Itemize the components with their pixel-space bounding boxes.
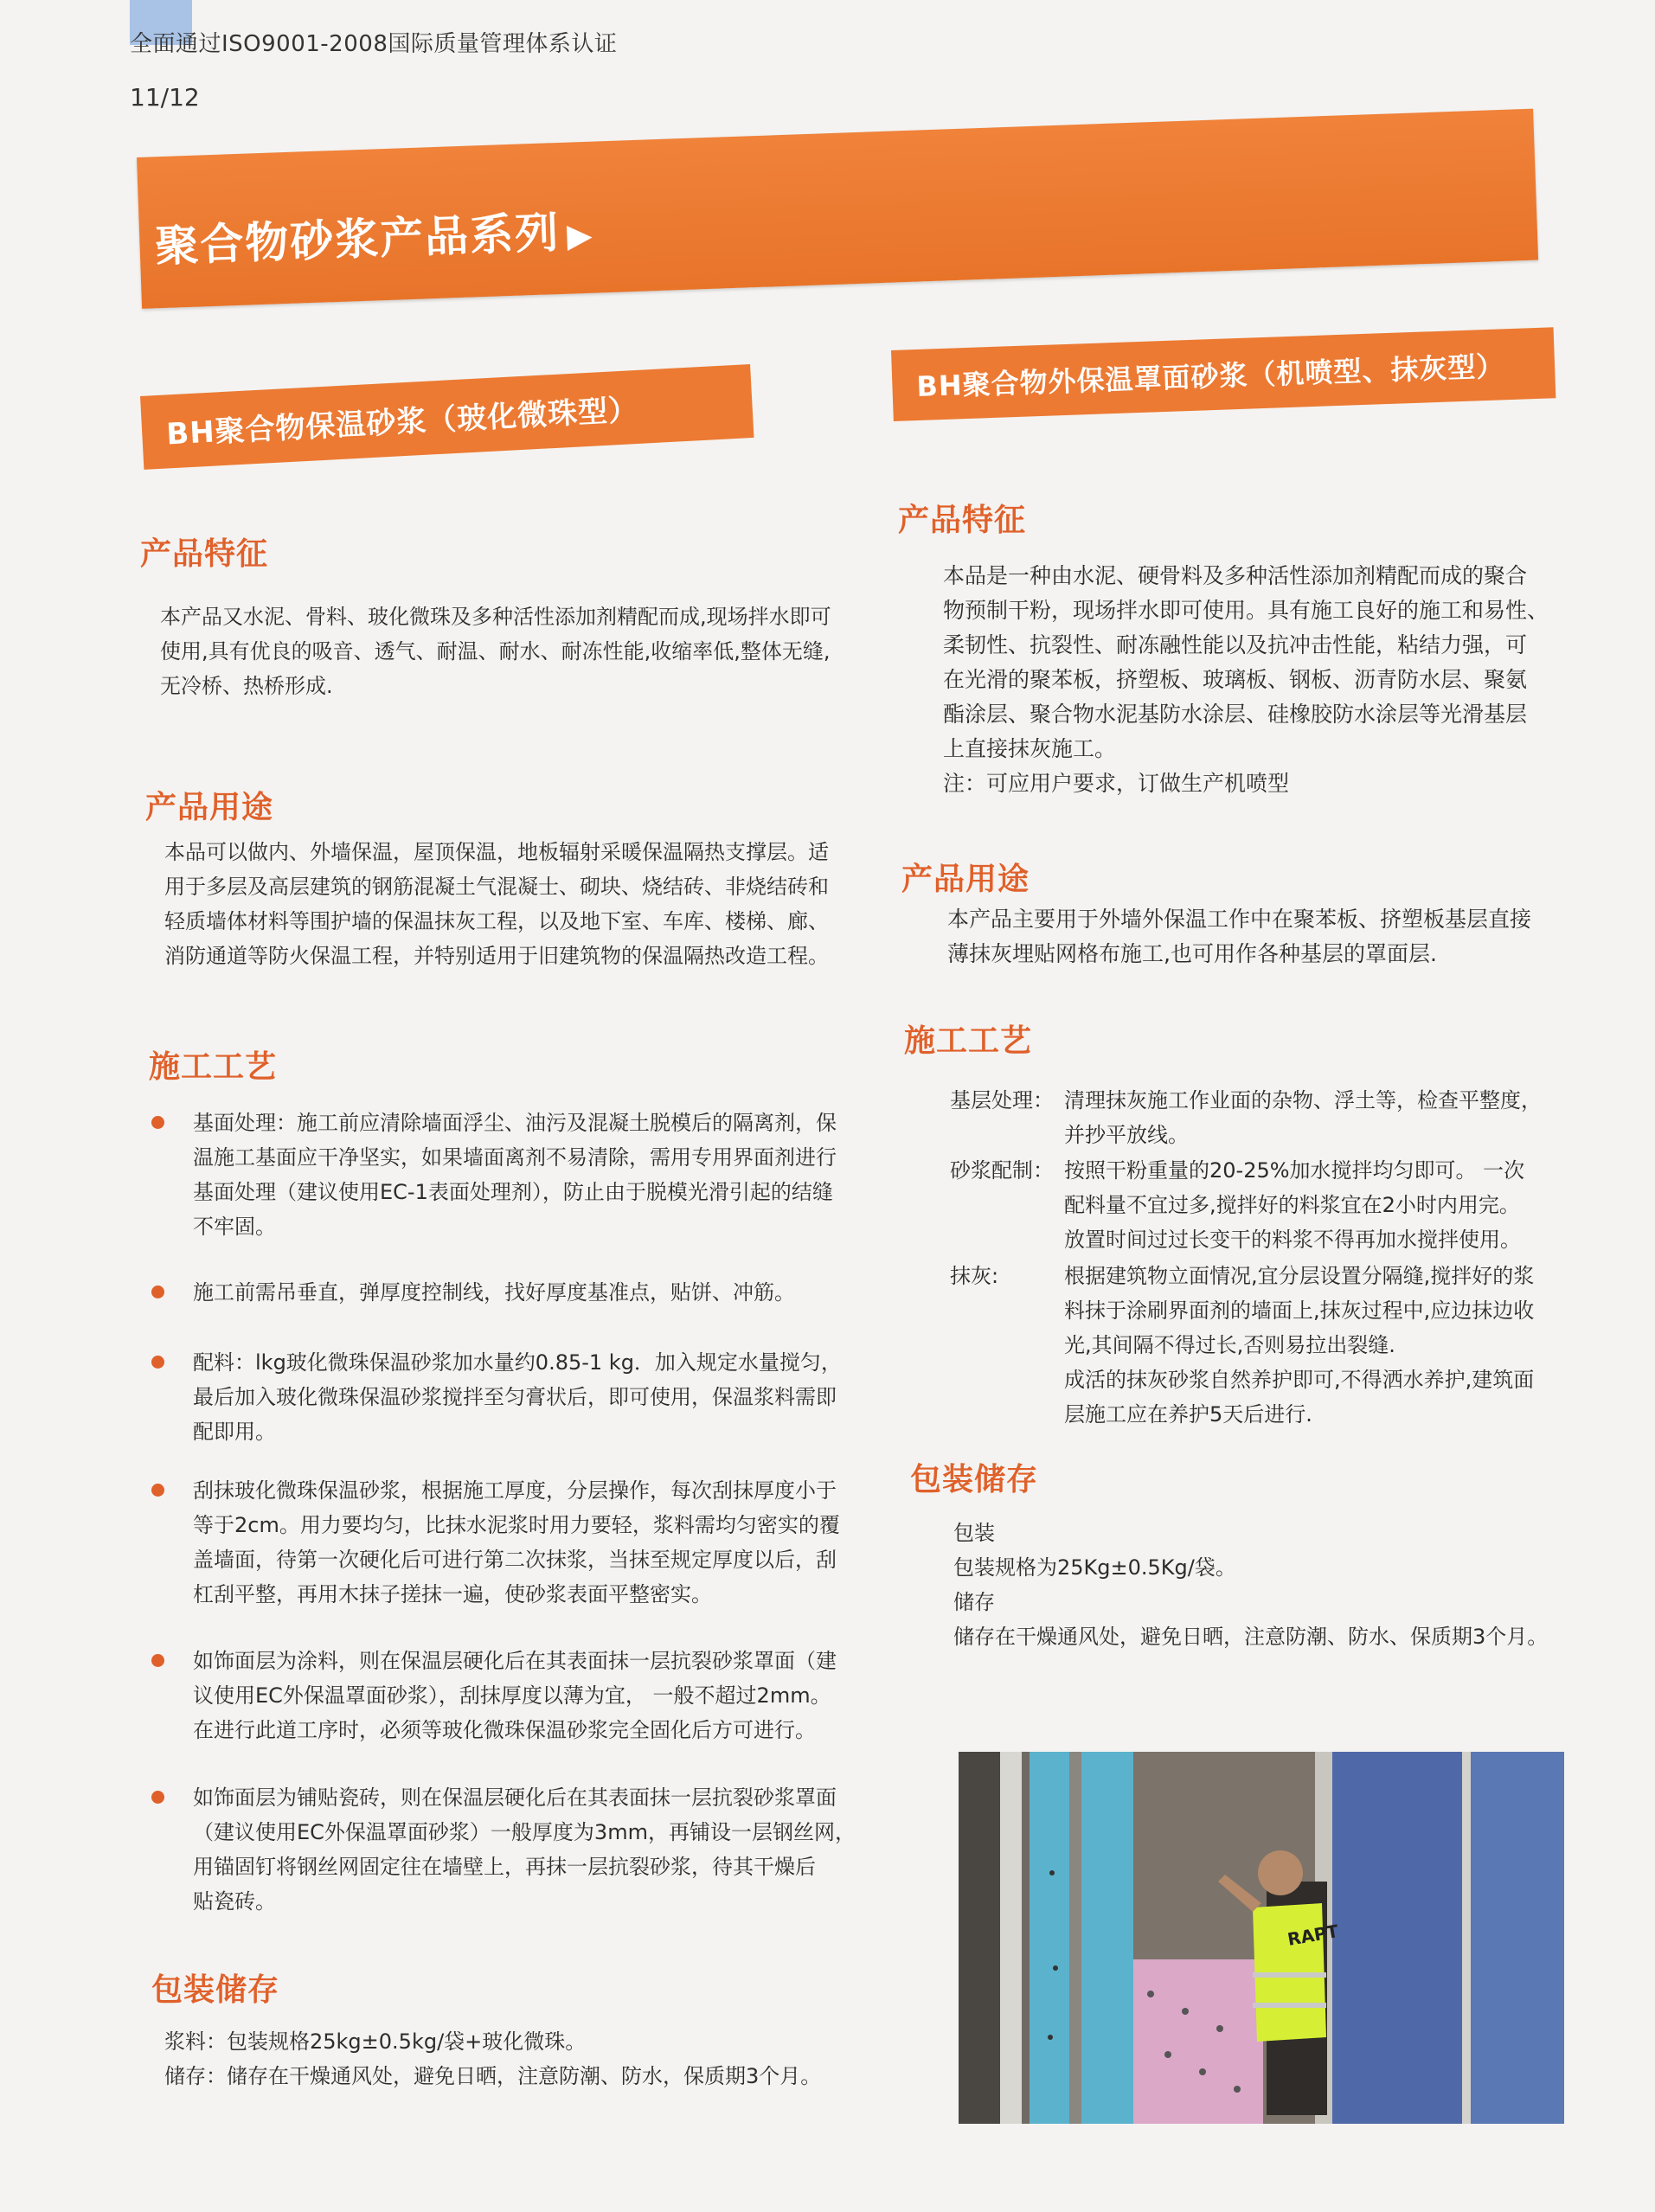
construction-photo [959,1752,1564,2124]
right-uses-heading: 产品用途 [901,862,1030,897]
process-step [950,1259,1590,1432]
text-line: 储存：储存在干燥通风处，避免日晒，注意防潮、防水，保质期3个月。 [164,2064,822,2088]
text-line: 本品可以做内、外墙保温，屋顶保温，地板辐射采暖保温隔热支撑层。适 [164,840,829,864]
process-step [950,1083,1590,1152]
right-product-label: BH聚合物外保温罩面砂浆（机喷型、抹灰型） [891,327,1556,421]
right-process-heading: 施工工艺 [904,1023,1033,1059]
process-bullet [151,1644,869,1747]
bullet-dot-icon [151,1791,164,1804]
certification-text: 全面通过ISO9001-2008国际质量管理体系认证 [130,31,618,57]
text-line: 杠刮平整，再用木抹子搓抹一遍，使砂浆表面平整密实。 [193,1582,712,1606]
vest-logo-text: RAPT [1286,1920,1340,1950]
step-label: 基层处理： [950,1088,1054,1112]
right-packaging-text [953,1516,1611,1654]
text-line: 配料：lkg玻化微珠保温砂浆加水量约0.85-1 kg．加入规定水量搅匀， [193,1350,842,1375]
text-line: 浆料：包装规格25kg±0.5kg/袋+玻化微珠。 [164,2029,587,2054]
text-line: 消防通道等防火保温工程，并特别适用于旧建筑物的保温隔热改造工程。 [164,944,829,968]
text-line: 注：可应用户要求，订做生产机喷型 [943,771,1290,796]
process-bullet [151,1345,869,1449]
text-line: 柔韧性、抗裂性、耐冻融性能以及抗冲击性能，粘结力强，可 [943,632,1528,657]
text-line: 本产品又水泥、骨料、玻化微珠及多种活性添加剂精配而成,现场拌水即可 [160,605,831,629]
text-line: 配料量不宜过多,搅拌好的料浆宜在2小时内用完。 [1064,1193,1520,1217]
text-line: 清理抹灰施工作业面的杂物、浮土等，检查平整度， [1064,1088,1542,1112]
text-line: 温施工基面应干净坚实，如果墙面离剂不易清除，需用专用界面剂进行 [193,1145,837,1170]
text-line: 包装 [953,1521,995,1545]
text-line: 料抹于涂刷界面剂的墙面上,抹灰过程中,应边抹边收 [1064,1298,1535,1323]
left-packaging-text [164,2024,882,2093]
text-line: 轻质墙体材料等围护墙的保温抹灰工程，以及地下室、车库、楼梯、廊、 [164,909,829,933]
text-line: 议使用EC外保温罩面砂浆），刮抹厚度以薄为宜， 一般不超过2mm。 [193,1683,831,1708]
text-line: 贴瓷砖。 [193,1889,276,1914]
left-uses-text [164,835,874,973]
text-line: 最后加入玻化微珠保温砂浆搅拌至匀膏状后，即可使用，保温浆料需即 [193,1385,837,1409]
right-features-text [943,559,1600,801]
step-label: 抹灰: [950,1264,999,1288]
text-line: 薄抹灰埋贴网格布施工,也可用作各种基层的罩面层. [947,941,1437,966]
step-label: 砂浆配制： [950,1158,1054,1183]
left-product-label: BH聚合物保温砂浆（玻化微珠型） [140,364,754,470]
right-features-heading: 产品特征 [898,503,1027,538]
text-line: 放置时间过过长变干的料浆不得再加水搅拌使用。 [1064,1228,1521,1252]
text-line: 基面处理（建议使用EC-1表面处理剂），防止由于脱模光滑引起的结缝 [193,1180,833,1204]
text-line: 如饰面层为铺贴瓷砖，则在保温层硬化后在其表面抹一层抗裂砂浆罩面 [193,1786,837,1810]
text-line: （建议使用EC外保温罩面砂浆）一般厚度为3mm，再铺设一层钢丝网， [193,1820,856,1844]
bullet-dot-icon [151,1116,164,1129]
text-line: 不牢固。 [193,1215,276,1239]
text-line: 刮抹玻化微珠保温砂浆，根据施工厚度，分层操作，每次刮抹厚度小于 [193,1478,837,1503]
text-line: 并抄平放线。 [1064,1123,1189,1147]
process-bullet [151,1275,869,1310]
text-line: 成活的抹灰砂浆自然养护即可,不得洒水养护,建筑面 [1064,1368,1535,1392]
text-line: 包装规格为25Kg±0.5Kg/袋。 [953,1555,1236,1580]
text-line: 本产品主要用于外墙外保温工作中在聚苯板、挤塑板基层直接 [947,907,1532,932]
text-line: 光,其间隔不得过长,否则易拉出裂缝. [1064,1333,1395,1357]
play-arrow-icon: ▶ [566,215,595,255]
left-features-heading: 产品特征 [140,536,269,572]
bullet-dot-icon [151,1356,164,1369]
text-line: 如饰面层为涂料，则在保温层硬化后在其表面抹一层抗裂砂浆罩面（建 [193,1649,837,1673]
text-line: 在进行此道工序时，必须等玻化微珠保温砂浆完全固化后方可进行。 [193,1718,816,1742]
process-bullet [151,1780,869,1919]
text-line: 配即用。 [193,1420,276,1444]
left-uses-heading: 产品用途 [145,790,274,825]
text-line: 使用,具有优良的吸音、透气、耐温、耐水、耐冻性能,收缩率低,整体无缝, [160,639,831,664]
text-line: 等于2cm。用力要均匀，比抹水泥浆时用力要轻，浆料需均匀密实的覆 [193,1513,840,1537]
text-line: 在光滑的聚苯板，挤塑板、玻璃板、钢板、沥青防水层、聚氨 [943,667,1528,692]
text-line: 施工前需吊垂直，弹厚度控制线，找好厚度基准点，贴饼、冲筋。 [193,1280,795,1305]
text-line: 物预制干粉，现场拌水即可使用。具有施工良好的施工和易性、 [943,598,1549,623]
bullet-dot-icon [151,1654,164,1667]
text-line: 储存在干燥通风处，避免日晒，注意防潮、防水、保质期3个月。 [953,1625,1549,1649]
text-line: 按照干粉重量的20-25%加水搅拌均匀即可。 一次 [1064,1158,1525,1183]
left-features-text [160,599,869,703]
text-line: 根据建筑物立面情况,宜分层设置分隔缝,搅拌好的浆 [1064,1264,1535,1288]
right-uses-text [947,902,1605,971]
bullet-dot-icon [151,1484,164,1497]
text-line: 上直接抹灰施工。 [943,736,1117,761]
text-line: 酯涂层、聚合物水泥基防水涂层、硅橡胶防水涂层等光滑基层 [943,702,1528,727]
page-number: 11/12 [130,83,200,112]
bullet-dot-icon [151,1286,164,1298]
text-line: 本品是一种由水泥、硬骨料及多种活性添加剂精配而成的聚合 [943,563,1528,588]
text-line: 用于多层及高层建筑的钢筋混凝土气混凝士、砌块、烧结砖、非烧结砖和 [164,875,829,899]
text-line: 盖墙面，待第一次硬化后可进行第二次抹浆，当抹至规定厚度以后，刮 [193,1548,837,1572]
process-bullet [151,1473,869,1612]
right-packaging-heading: 包装储存 [910,1462,1039,1497]
text-line: 无冷桥、热桥形成. [160,674,333,698]
process-bullet [151,1106,869,1244]
left-packaging-heading: 包装储存 [151,1972,280,2008]
text-line: 用锚固钉将钢丝网固定往在墙壁上，再抹一层抗裂砂浆，待其干燥后 [193,1855,816,1879]
text-line: 储存 [953,1590,995,1614]
process-step [950,1153,1590,1257]
series-title-text: 聚合物砂浆产品系列 [154,207,561,272]
construction-photo-graphic [959,1752,1564,2124]
text-line: 层施工应在养护5天后进行. [1064,1402,1312,1427]
left-process-heading: 施工工艺 [149,1049,278,1085]
text-line: 基面处理：施工前应清除墙面浮尘、油污及混凝土脱模后的隔离剂，保 [193,1111,837,1135]
